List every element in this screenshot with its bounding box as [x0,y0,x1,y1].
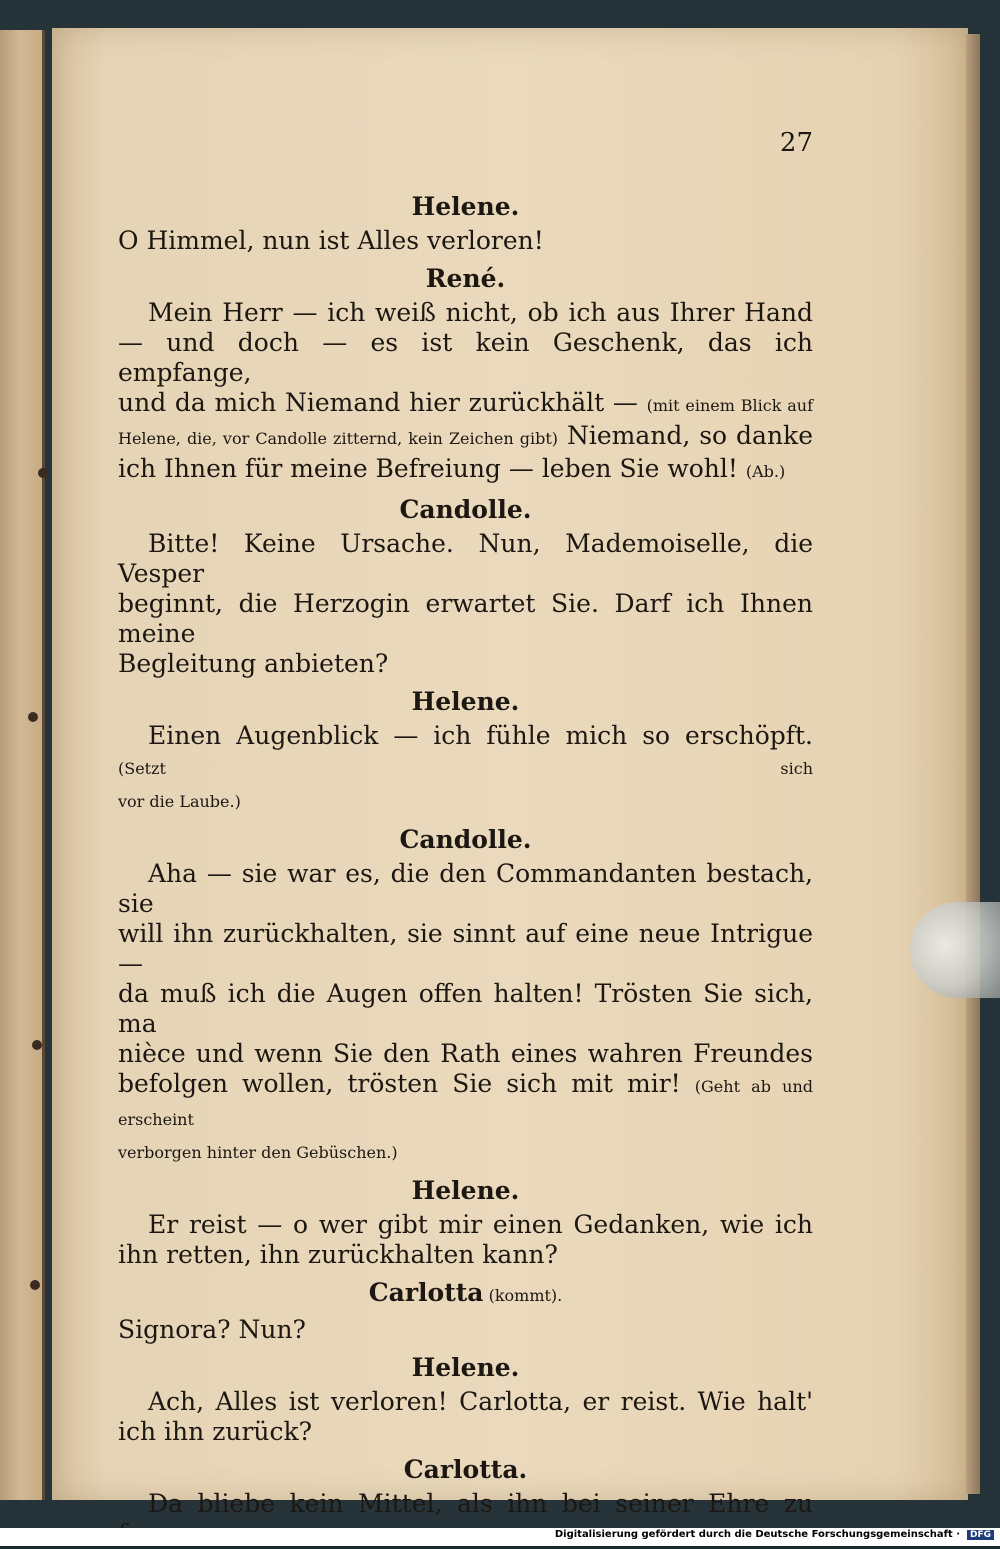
speaker-label: Helene. [411,1176,520,1205]
text-line [118,226,813,256]
speaker-name [118,1351,813,1385]
dialogue-text: Aha — sie war es, die den Commandanten bestach, sie [118,859,813,918]
dialogue-text: — und doch — es ist kein Geschenk, das ich empfange, [118,328,813,387]
text-line [118,721,813,784]
speaker-label: Carlotta. [403,1455,528,1484]
stage-direction: Helene, die, vor Candolle zitternd, kein Zeichen gibt) [118,429,559,448]
page-edge-right [966,34,980,1494]
dialogue-text: will ihn zurückhalten, sie sinnt auf eine neue Intrigue — [118,919,813,978]
text-line [118,421,813,454]
dialogue-text: da muß ich die Augen offen halten! Trösten Sie sich, ma [118,979,813,1038]
binding-hole [28,712,38,722]
text-line [118,589,813,649]
dialogue-text: O Himmel, nun ist Alles verloren! [118,226,544,255]
speaker-name [118,823,813,857]
dialogue-text: ihn retten, ihn zurückhalten kann? [118,1240,558,1269]
dialogue-text: befolgen wollen, trösten Sie sich mit mir! [118,1069,695,1098]
text-line [118,1069,813,1135]
dialogue-text: Bitte! Keine Ursache. Nun, Mademoiselle, die Vesper [118,529,813,588]
dialogue-text: und da mich Niemand hier zurückhält — [118,388,647,417]
text-line [118,649,813,679]
page-text [118,128,813,1549]
binding-hole [32,1040,42,1050]
page-number: 27 [779,128,813,158]
speech-block [118,1210,813,1270]
stage-direction: verborgen hinter den Gebüschen.) [118,1143,398,1162]
speaker-label: Helene. [411,687,520,716]
speaker-label: Carlotta [368,1278,484,1307]
speech-block [118,1315,813,1345]
dialogue-text: Mein Herr — ich weiß nicht, ob ich aus Ihrer Hand [148,298,813,327]
dfg-logo: DFG [967,1530,994,1540]
speech-block [118,859,813,1168]
text-line [118,1135,813,1168]
stage-direction: vor die Laube.) [118,792,241,811]
dialogue-text: Niemand, so danke [558,421,813,450]
dialogue-text: Da bliebe kein Mittel, als ihn bei seiner Ehre zu [148,1489,813,1518]
text-line [118,1240,813,1270]
speaker-name [118,1453,813,1487]
text-line [118,1210,813,1240]
stage-direction: (Setzt sich [118,759,813,778]
dialogue-text: Ach, Alles ist verloren! Carlotta, er reist. Wie halt' [148,1387,813,1416]
binding-hole [30,1280,40,1290]
text-line [118,919,813,979]
speech-block [118,298,813,487]
text-line [118,388,813,421]
speaker-name [118,1174,813,1208]
previous-page-edge [0,30,45,1500]
dialogue-text: Er reist — o wer gibt mir einen Gedanken, wie ich [148,1210,813,1239]
book-clamp [910,902,1000,998]
dialogue-text: ich Ihnen für meine Befreiung — leben Sie wohl! [118,454,746,483]
stage-direction: (Geht ab und erscheint [118,1077,814,1129]
speaker-name [118,262,813,296]
dialogue-text: Einen Augenblick — ich fühle mich so erschöpft. [148,721,813,750]
dialogue-text: nièce und wenn Sie den Rath eines wahren Freundes [118,1039,813,1068]
play-text [118,128,813,1549]
stage-direction: (Ab.) [745,462,786,481]
speaker-label: Candolle. [399,825,532,854]
text-line [118,1417,813,1447]
footer-bar [0,1528,1000,1546]
speech-block [118,529,813,679]
speech-block [118,1387,813,1447]
stage-direction: (mit einem Blick auf [646,396,814,415]
dialogue-text: beginnt, die Herzogin erwartet Sie. Darf ich Ihnen meine [118,589,813,648]
speaker-name [118,1276,813,1313]
speech-block [118,226,813,256]
text-line [118,979,813,1039]
text-line [118,1387,813,1417]
text-line [118,1039,813,1069]
dialogue-text: ich ihn zurück? [118,1417,313,1446]
text-line [118,1315,813,1345]
footer-credit: Digitalisierung gefördert durch die Deutsche Forschungsgemeinschaft · [554,1529,960,1540]
stage-direction: (kommt). [483,1286,563,1305]
text-line [118,784,813,817]
speaker-label: Helene. [411,1353,520,1382]
text-line [118,298,813,328]
dialogue-text: Signora? Nun? [118,1315,306,1344]
text-line [118,1489,813,1519]
speech-block [118,721,813,817]
text-line [118,328,813,388]
speaker-label: Helene. [411,192,520,221]
speaker-label: Candolle. [399,495,532,524]
dialogue-text: Begleitung anbieten? [118,649,389,678]
speaker-label: René. [425,264,506,293]
speaker-name [118,493,813,527]
text-line [118,529,813,589]
text-line [118,454,813,487]
binding-hole [38,468,48,478]
text-line [118,859,813,919]
speaker-name [118,190,813,224]
speaker-name [118,685,813,719]
